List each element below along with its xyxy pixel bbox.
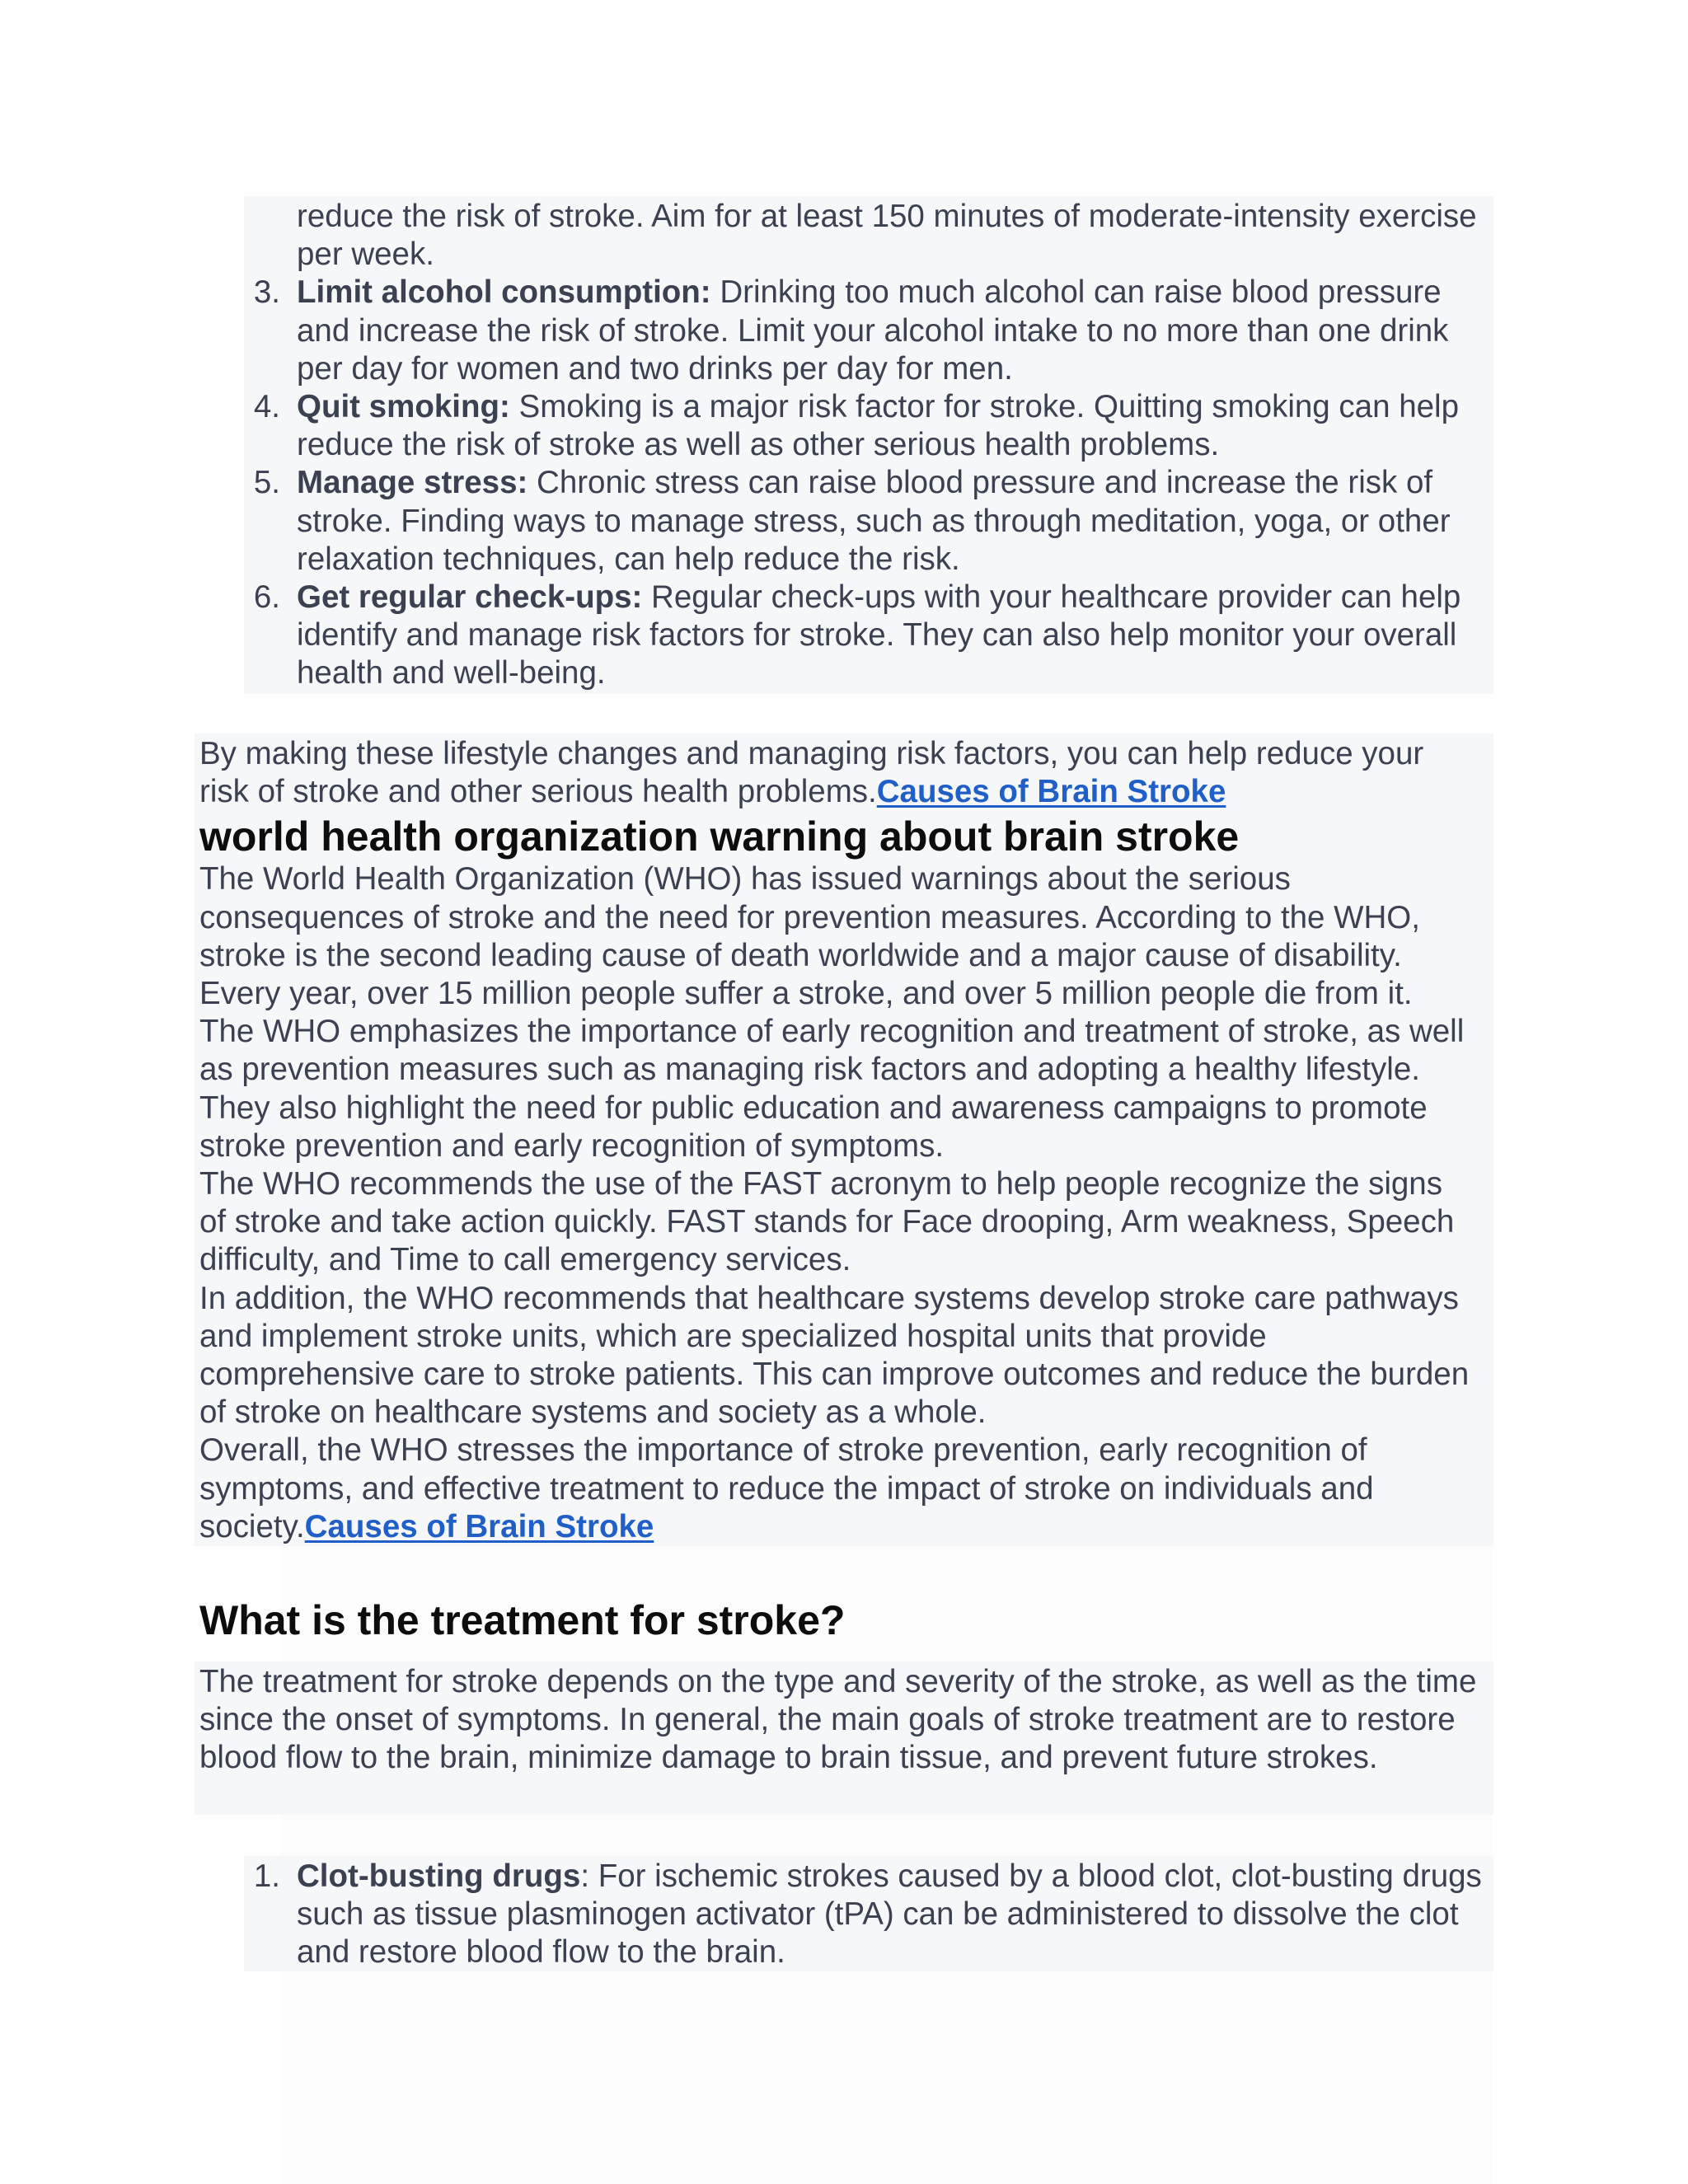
list-item: 1. Clot-busting drugs: For ischemic strokes caused by a blood clot, clot-busting drugs such as tissue plasminogen activator (tPA) can be administered to dissolve the clot and restore blood flow to the brain.: [253, 1858, 1482, 1971]
who-heading: world health organization warning about brain stroke: [199, 813, 1240, 860]
causes-of-brain-stroke-link[interactable]: Causes of Brain Stroke: [876, 774, 1226, 810]
treatment-list: [244, 1858, 1482, 1972]
list-item: 5. Manage stress: Chronic stress can raise blood pressure and increase the risk of stroke. Finding ways to manage stress, such as through meditation, yoga, or other relaxation techniques, can help reduce the risk.: [253, 465, 1451, 577]
treatment-intro: The treatment for stroke depends on the type and severity of the stroke, as well as the time since the onset of symptoms. In general, the main goals of stroke treatment are to restore blood flow to the brain, minimize damage to brain tissue, and prevent future strokes.: [199, 1664, 1477, 1776]
list-item-text: Drinking too much alcohol can raise blood pressure and increase the risk of stroke. Limit your alcohol intake to no more than one drink per day for women and two drinks per day for men.: [297, 274, 1449, 387]
who-paragraph-3: The WHO recommends the use of the FAST acronym to help people recognize the signs of stroke and take action quickly. FAST stands for Face drooping, Arm weakness, Speech difficulty, and Time to call emergency services.: [199, 1166, 1455, 1278]
summary-paragraph: By making these lifestyle changes and managing risk factors, you can help reduce your risk of stroke and other serious health problems.Causes of Brain Stroke: [199, 736, 1424, 810]
list-item-title: Clot-busting drugs: [297, 1858, 581, 1894]
treatment-list-block: [244, 1856, 1493, 1971]
who-paragraph-1: The World Health Organization (WHO) has issued warnings about the serious consequences of stroke and the need for prevention measures. According to the WHO, stroke is the second leading cause of death worldwide and a major cause of disability. Every year, over 15 million people suffer a stroke, and over 5 million people die from it.: [199, 861, 1420, 1012]
prevention-list-block: [244, 196, 1493, 694]
list-item-text: : For ischemic strokes caused by a blood clot, clot-busting drugs such as tissue plasminogen activator (tPA) can be administered to dissolve the clot and restore blood flow to the brain.: [297, 1858, 1482, 1971]
list-item-title: Get regular check-ups:: [297, 579, 643, 616]
who-paragraph-5: Overall, the WHO stresses the importance of stroke prevention, early recognition of symptoms, and effective treatment to reduce the impact of stroke on individuals and society.Causes of Brain Stroke: [199, 1432, 1374, 1544]
prevention-list: [244, 274, 1479, 692]
who-paragraph-2: The WHO emphasizes the importance of early recognition and treatment of stroke, as well as prevention measures such as managing risk factors and adopting a healthy lifestyle. They also highlight the need for public education and awareness campaigns to promote stroke prevention and early recognition of symptoms.: [199, 1014, 1465, 1164]
treatment-intro-block: [195, 1661, 1493, 1815]
list-item: 6. Get regular check-ups: Regular check-ups with your healthcare provider can help identify and manage risk factors for stroke. They can also help monitor your overall health and well-being.: [253, 579, 1461, 691]
causes-of-brain-stroke-link[interactable]: Causes of Brain Stroke: [304, 1508, 654, 1544]
list-item-text: Regular check-ups with your healthcare provider can help identify and manage risk factors for stroke. They can also help monitor your overall health and well-being.: [297, 579, 1461, 691]
who-paragraph-4: In addition, the WHO recommends that healthcare systems develop stroke care pathways and implement stroke units, which are specialized hospital units that provide comprehensive care to stroke patients. This can improve outcomes and reduce the burden of stroke on healthcare systems and society as a whole.: [199, 1280, 1470, 1431]
treatment-heading: What is the treatment for stroke?: [199, 1597, 846, 1643]
list-item-text: Chronic stress can raise blood pressure and increase the risk of stroke. Finding ways to manage stress, such as through meditation, yoga, or other relaxation techniques, can help reduce the risk.: [297, 465, 1451, 577]
who-section-block: [195, 733, 1493, 1546]
list-item-title: Manage stress:: [297, 465, 528, 501]
list-item: 3. Limit alcohol consumption: Drinking too much alcohol can raise blood pressure and increase the risk of stroke. Limit your alcohol intake to no more than one drink per day for women and two drinks per day for men.: [253, 274, 1449, 387]
list-item: 4. Quit smoking: Smoking is a major risk factor for stroke. Quitting smoking can help reduce the risk of stroke as well as other serious health problems.: [253, 389, 1459, 463]
list-continuation: reduce the risk of stroke. Aim for at least 150 minutes of moderate-intensity exercise per week.: [297, 199, 1477, 273]
list-item-title: Limit alcohol consumption:: [297, 274, 711, 311]
list-item-text: Smoking is a major risk factor for stroke. Quitting smoking can help reduce the risk of stroke as well as other serious health problems.: [297, 389, 1459, 463]
list-item-title: Quit smoking:: [297, 389, 510, 425]
